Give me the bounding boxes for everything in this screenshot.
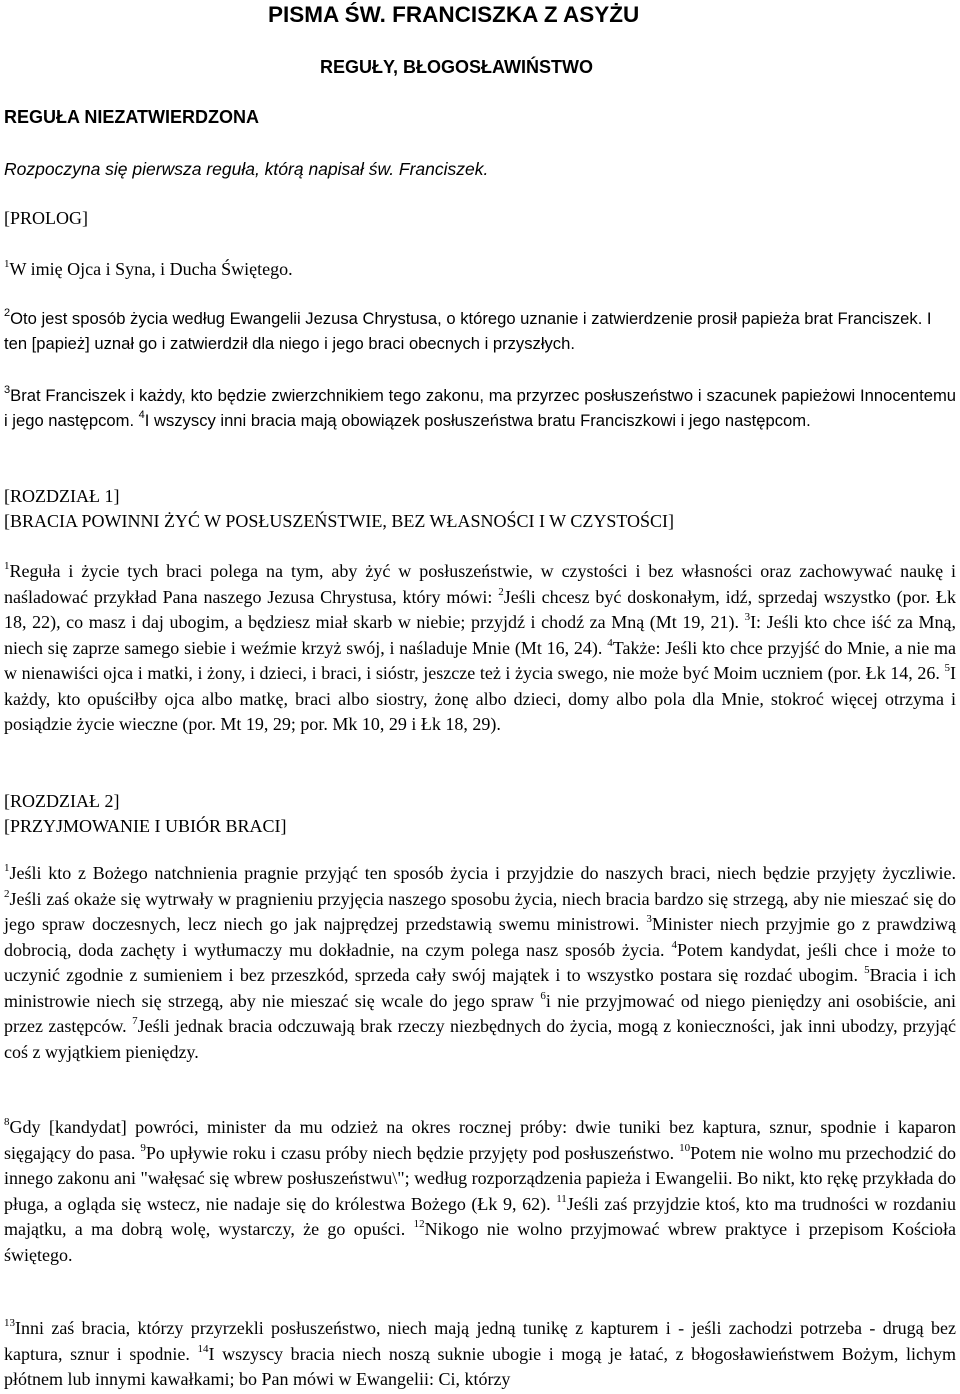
verse-number: 1 <box>4 560 10 572</box>
verse-text: Gdy [kandydat] powróci, minister da mu odzież na okres rocznej próby: dwie tuniki bez kaptura, sznur, spodnie i kaparon sięgający do pasa. <box>4 1117 956 1163</box>
verse-text: i nie przyjmować od niego pieniędzy ani osobiście, ani przez zastępców. <box>4 990 956 1036</box>
chapter-2-paragraph-1 <box>4 861 956 1065</box>
verse-number: 4 <box>671 938 677 951</box>
verse-number: 5 <box>864 964 870 976</box>
verse-text: Potem nie wolno mu przechodzić do innego zakonu ani "wałęsać się wbrew posłuszeństwu\"; według rozporządzenia papieża i Ewangelii. Bo nikt, kto rękę przykłada do pługa, a ogląda się wstecz, nie nadaje się do królestwa Bożego (Łk 9, 62). <box>4 1142 956 1214</box>
verse-text: Inni zaś bracia, którzy przyrzekli posłuszeństwo, niech mają jedną tunikę z kapturem i - jeśli zachodzi potrzeba - drugą bez kaptura, sznur i spodnie. <box>4 1318 956 1364</box>
rule-title: REGUŁA NIEZATWIERDZONA <box>4 107 259 127</box>
verse-text: Reguła i życie tych braci polega na tym, aby żyć w posłuszeństwie, w czystości i bez własności oraz zachowywać naukę i naśladować przykład Pana naszego Jezusa Chrystusa, który mówi: <box>4 561 956 607</box>
verse-number: 3 <box>646 913 652 925</box>
verse-number: 7 <box>132 1015 138 1027</box>
chapter-2-paragraph-2 <box>4 1115 956 1268</box>
verse-text: Także: Jeśli kto chce przyjść do Mnie, a nie ma w nienawiści ojca i matki, i żony, i dzieci, i braci, i sióstr, jeszcze też i życia swego, nie może być Moim uczniem (por. Łk 14, 26. <box>4 637 957 683</box>
verse-number: 9 <box>140 1141 146 1154</box>
verse-text: Bracia i ich ministrowie niech się strzegą, aby nie mieszać się wcale do jego spraw <box>4 965 956 1011</box>
verse-number: 14 <box>197 1342 209 1355</box>
verse-text: Brat Franciszek i każdy, kto będzie zwierzchnikiem tego zakonu, ma przyrzec posłuszeństwo i szacunek papieżowi Innocentemu i jego następcom. <box>4 386 956 430</box>
verse-number: 11 <box>556 1192 567 1205</box>
chapter-2-label: [ROZDZIAŁ 2] <box>4 791 120 811</box>
document-title: PISMA ŚW. FRANCISZKA Z ASYŻU <box>268 2 640 27</box>
verse-text: Jeśli kto z Bożego natchnienia pragnie przyjąć ten sposób życia i przyjdzie do naszych braci, niech będzie przyjęty życzliwie. <box>9 863 956 883</box>
rule-intro: Rozpoczyna się pierwsza reguła, którą napisał św. Franciszek. <box>4 159 489 179</box>
verse-number: 8 <box>4 1116 10 1128</box>
verse-number: 1 <box>4 258 10 270</box>
chapter-2-title: [PRZYJMOWANIE I UBIÓR BRACI] <box>4 816 287 836</box>
verse-text: Jeśli chcesz być doskonałym, idź, sprzedaj wszystko (por. Łk 18, 22), co masz i daj ubogim, a będziesz miał skarb w niebie; przyjdź i chodź za Mną (Mt 19, 21). <box>4 586 956 632</box>
document-subtitle: REGUŁY, BŁOGOSŁAWIŃSTWO <box>320 57 593 77</box>
verse-number: 2 <box>4 887 10 900</box>
verse-number: 2 <box>498 585 504 598</box>
verse-text: W imię Ojca i Syna, i Ducha Świętego. <box>9 259 293 279</box>
verse-number: 3 <box>744 611 751 623</box>
verse-text: Potem kandydat, jeśli chce i może to uczynić zgodnie z sumieniem i bez przeszkód, sprzeda cały swój majątek i to wszystko postara się rozdać ubogim. <box>4 939 956 985</box>
verse-number: 1 <box>4 862 10 874</box>
verse-number: 2 <box>4 307 11 320</box>
prolog-heading: [PROLOG] <box>4 208 88 228</box>
verse-text: I: Jeśli kto chce iść za Mną, niech się zaprze samego siebie i weźmie krzyż swój, i naśladuje Mnie (Mt 16, 24). <box>4 612 956 658</box>
chapter-1-paragraph-1 <box>4 559 956 738</box>
verse-text: I każdy, kto opuściłby ojca albo matkę, braci albo siostry, żonę albo dzieci, domy albo pola dla Mnie, stokroć więcej otrzyma i posiądzie życie wieczne (por. Mt 19, 29; por. Mk 10, 29 i Łk 18, 29). <box>4 663 956 734</box>
verse-text: Nikogo nie wolno przyjmować wbrew praktyce i przepisom Kościoła świętego. <box>4 1219 956 1265</box>
chapter-1-title: [BRACIA POWINNI ŻYĆ W POSŁUSZEŃSTWIE, BEZ WŁASNOŚCI I W CZYSTOŚCI] <box>4 511 675 531</box>
chapter-1-label: [ROZDZIAŁ 1] <box>4 486 120 506</box>
verse-text: Jeśli jednak bracia odczuwają brak rzeczy niezbędnych do życia, mogą z konieczności, jak inni ubodzy, przyjąć coś z wyjątkiem pieniędzy. <box>4 1016 956 1062</box>
verse-text: Oto jest sposób życia według Ewangelii Jezusa Chrystusa, o którego uznanie i zatwierdzenie prosił papieża brat Franciszek. I ten [papież] uznał go i zatwierdził dla niego i jego braci obecnych i przyszłych. <box>4 309 932 353</box>
verse-number: 4 <box>138 409 145 422</box>
prolog-paragraph-3 <box>4 383 956 433</box>
verse-number: 5 <box>944 662 950 674</box>
verse-number: 12 <box>413 1218 425 1230</box>
verse-number: 10 <box>679 1141 691 1154</box>
verse-text: Jeśli zaś przyjdzie ktoś, kto ma trudności w rozdaniu majątku, a ma dobrą wolę, wystarczy, że go opuści. <box>4 1193 956 1239</box>
verse-number: 13 <box>4 1317 15 1329</box>
verse-number: 3 <box>4 384 11 397</box>
verse-number: 4 <box>607 636 613 649</box>
prolog-paragraph-1 <box>4 257 956 283</box>
prolog-paragraph-2 <box>4 306 956 356</box>
chapter-2-paragraph-3 <box>4 1316 956 1393</box>
verse-text: I wszyscy inni bracia mają obowiązek posłuszeństwa bratu Franciszkowi i jego następcom. <box>144 411 811 430</box>
verse-text: Minister niech przyjmie go z prawdziwą dobrocią, doda zachęty i wytłumaczy mu dokładnie, na czym polega nasz sposób życia. <box>4 914 956 960</box>
verse-text: Jeśli zaś okaże się wytrwały w pragnieniu przyjęcia naszego sposobu życia, niech bracia bardzo się strzegą, aby nie mieszać się do jego spraw doczesnych, lecz niech go jak najprędzej przedstawią swemu ministrowi. <box>4 888 956 934</box>
verse-text: I wszyscy bracia niech noszą suknie ubogie i mogą je łatać, z błogosławieństwem Bożym, lichym płótnem lub innymi kawałkami; bo Pan mówi w Ewangelii: Ci, którzy <box>4 1343 956 1389</box>
verse-text: Po upływie roku i czasu próby niech będzie przyjęty pod posłuszeństwo. <box>145 1142 680 1163</box>
verse-number: 6 <box>540 989 546 1002</box>
